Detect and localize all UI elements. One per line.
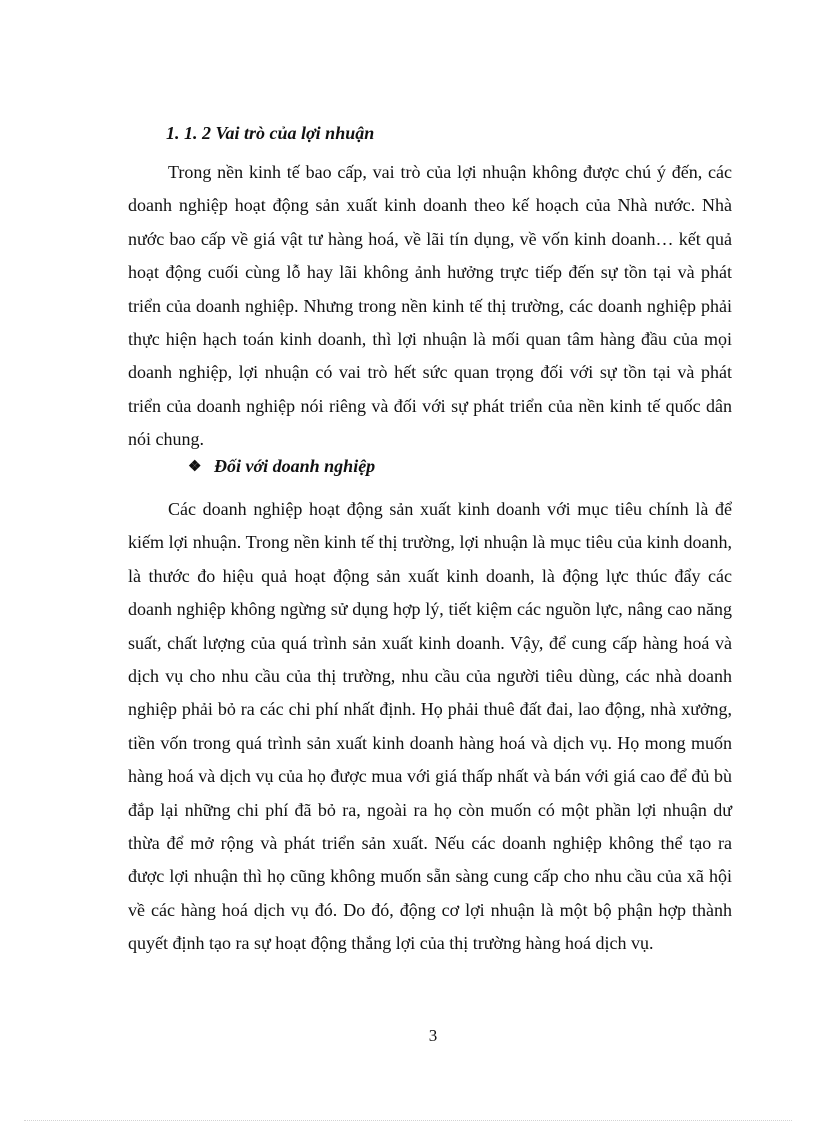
subsection-heading-label: Đối với doanh nghiệp	[214, 456, 376, 476]
subsection-heading	[188, 456, 375, 477]
paragraph-role-of-profit: Trong nền kinh tế bao cấp, vai trò của lợi nhuận không được chú ý đến, các doanh nghiệp hoạt động sản xuất kinh doanh theo kế hoạch của Nhà nước. Nhà nước bao cấp về giá vật tư hàng hoá, về lãi tín dụng, về vốn kinh doanh… kết quả hoạt động cuối cùng lỗ hay lãi không ảnh hưởng trực tiếp đến sự tồn tại và phát triển của doanh nghiệp. Nhưng trong nền kinh tế thị trường, các doanh nghiệp phải thực hiện hạch toán kinh doanh, thì lợi nhuận là mối quan tâm hàng đầu của mọi doanh nghiệp, lợi nhuận có vai trò hết sức quan trọng đối với sự tồn tại và phát triển của doanh nghiệp nói riêng và đối với sự phát triển của nền kinh tế quốc dân nói chung.	[128, 162, 732, 450]
page-bottom-divider	[24, 1120, 792, 1121]
diamond-bullet-icon: ❖	[188, 459, 202, 475]
page-number: 3	[428, 1026, 438, 1045]
paragraph-for-enterprises: Các doanh nghiệp hoạt động sản xuất kinh doanh với mục tiêu chính là để kiếm lợi nhuận. Trong nền kinh tế thị trường, lợi nhuận là mục tiêu của kinh doanh, là thước đo hiệu quả hoạt động sản xuất kinh doanh, là động lực thúc đẩy các doanh nghiệp không ngừng sử dụng hợp lý, tiết kiệm các nguồn lực, nâng cao năng suất, chất lượng của quá trình sản xuất kinh doanh. Vậy, để cung cấp hàng hoá và dịch vụ cho nhu cầu của thị trường, nhu cầu của người tiêu dùng, các nhà doanh nghiệp phải bỏ ra các chi phí nhất định. Họ phải thuê đất đai, lao động, nhà xưởng, tiền vốn trong quá trình sản xuất kinh doanh hàng hoá và dịch vụ. Họ mong muốn hàng hoá và dịch vụ của họ được mua với giá thấp nhất và bán với giá cao để đủ bù đắp lại những chi phí đã bỏ ra, ngoài ra họ còn muốn có một phần lợi nhuận dư thừa để mở rộng và phát triển sản xuất. Nếu các doanh nghiệp không thể tạo ra được lợi nhuận thì họ cũng không muốn sẵn sàng cung cấp cho nhu cầu của xã hội về các hàng hoá dịch vụ đó. Do đó, động cơ lợi nhuận là một bộ phận hợp thành quyết định tạo ra sự hoạt động thắng lợi của thị trường hàng hoá dịch vụ.	[128, 499, 732, 954]
section-heading: 1. 1. 2 Vai trò của lợi nhuận	[166, 123, 375, 143]
